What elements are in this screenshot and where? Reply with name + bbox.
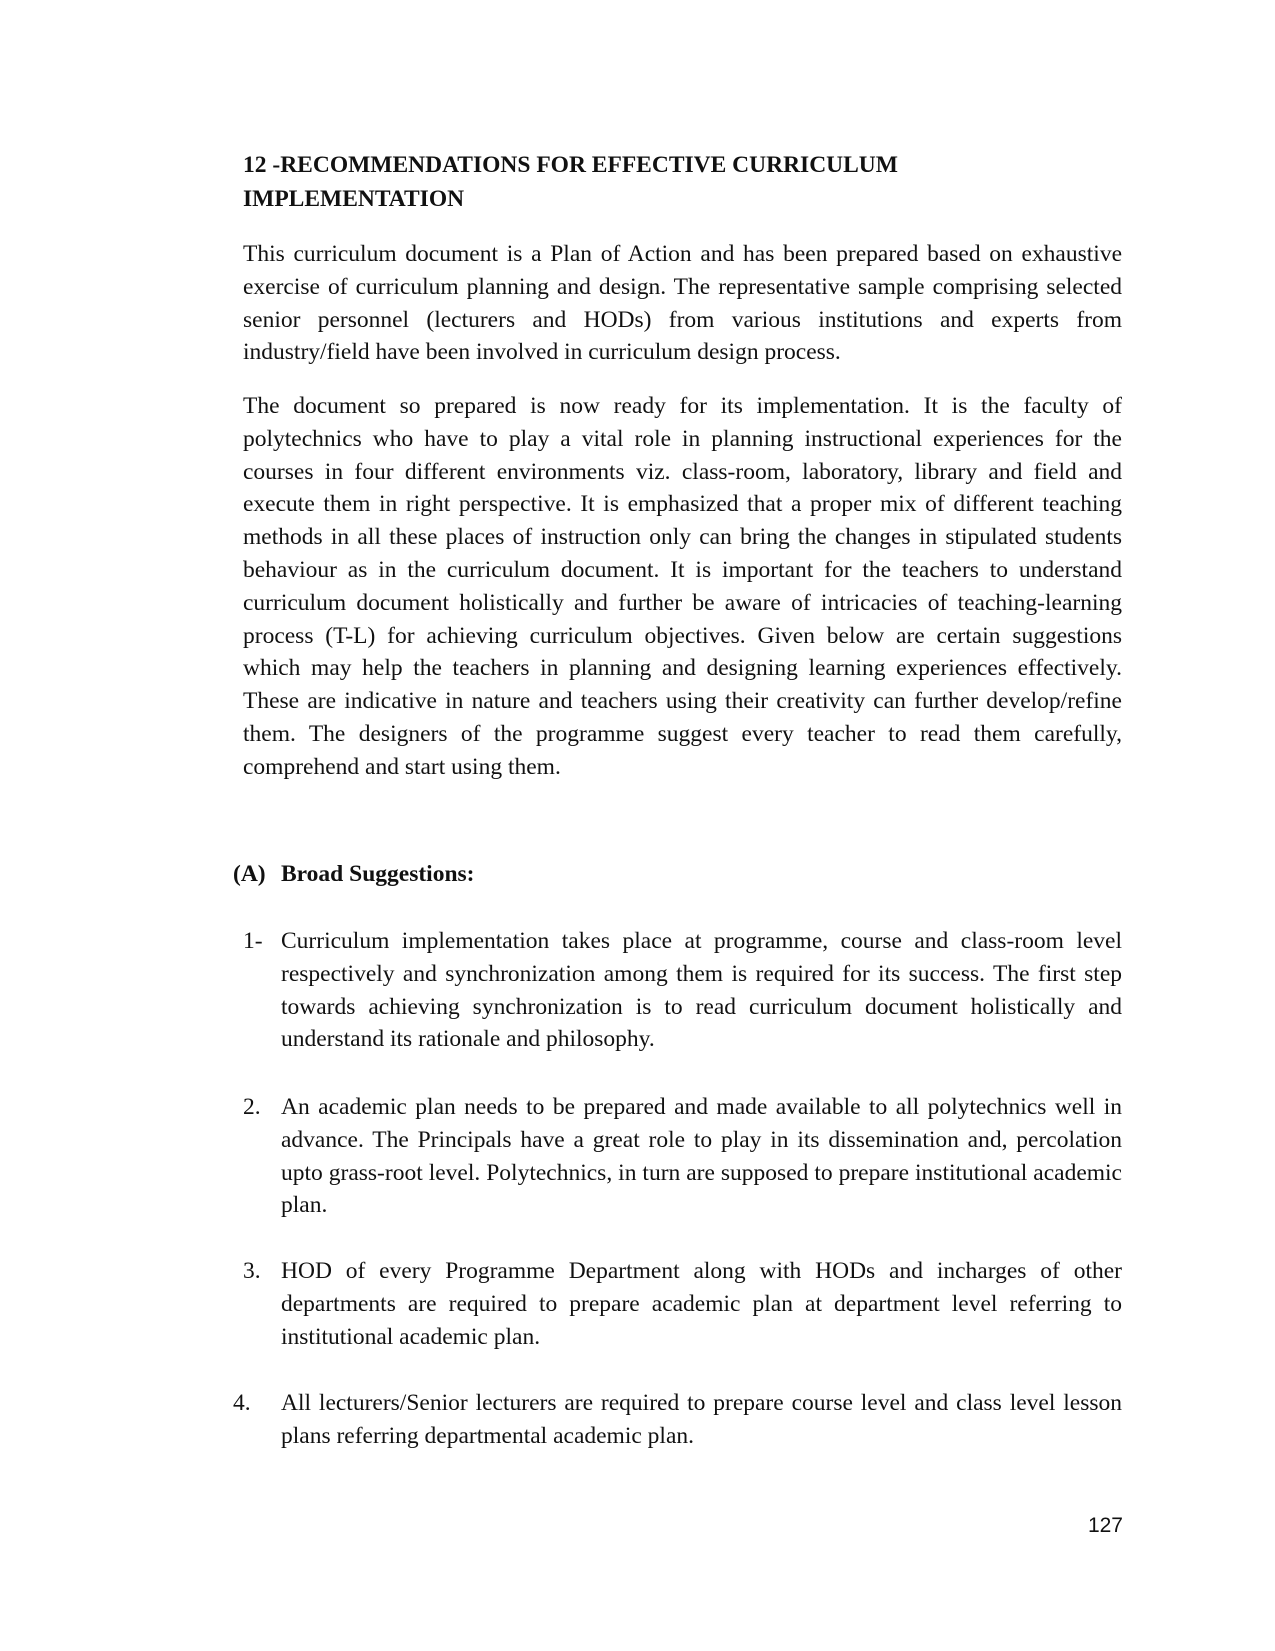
implementation-paragraph: The document so prepared is now ready for its implementation. It is the faculty of polytechnics who have to play a vital role in planning instructional experiences for the courses in four different environments viz. class-room, laboratory, library and field and execute them in right perspective. It is emphasized that a proper mix of different teaching methods in all these places of instruction only can bring the changes in stipulated students behaviour as in the curriculum document. It is important for the teachers to understand curriculum document holistically and further be aware of intricacies of teaching-learning process (T-L) for achieving curriculum objectives. Given below are certain suggestions which may help the teachers in planning and designing learning experiences effectively. These are indicative in nature and teachers using their creativity can further develop/refine them. The designers of the programme suggest every teacher to read them carefully, comprehend and start using them. [243,393,1122,780]
list-item-marker: 3. [243,1258,261,1284]
section-heading [233,858,475,890]
list-item-text: An academic plan needs to be prepared and made available to all polytechnics well in advance. The Principals have a great role to play in its dissemination and, percolation upto grass-root level. Polytechnics, in turn are supposed to prepare institutional academic plan. [281,1094,1122,1219]
list-item [233,1387,1122,1453]
list-item-marker: 2. [243,1094,261,1120]
section-label: (A) [233,861,266,887]
section-title: Broad Suggestions: [281,861,475,887]
intro-paragraph: This curriculum document is a Plan of Action and has been prepared based on exhaustive exercise of curriculum planning and design. The representative sample comprising selected senior personnel (lecturers and HODs) from various institutions and experts from industry/field have been involved in curriculum design process. [243,241,1122,366]
list-item [243,1255,1122,1353]
list-item-marker: 1- [243,928,263,954]
list-item-text: All lecturers/Senior lecturers are required to prepare course level and class level lesson plans referring departmental academic plan. [281,1390,1122,1449]
page-title: 12 -RECOMMENDATIONS FOR EFFECTIVE CURRICULUM IMPLEMENTATION [243,152,898,212]
page-number: 127 [1087,1514,1123,1537]
list-item [243,925,1122,1056]
list-item-text: HOD of every Programme Department along with HODs and incharges of other departments are required to prepare academic plan at department level referring to institutional academic plan. [281,1258,1122,1350]
list-item-text: Curriculum implementation takes place at programme, course and class-room level respectively and synchronization among them is required for its success. The first step towards achieving synchronization is to read curriculum document holistically and understand its rationale and philosophy. [281,928,1122,1053]
list-item-marker: 4. [233,1390,251,1416]
list-item [243,1091,1122,1222]
